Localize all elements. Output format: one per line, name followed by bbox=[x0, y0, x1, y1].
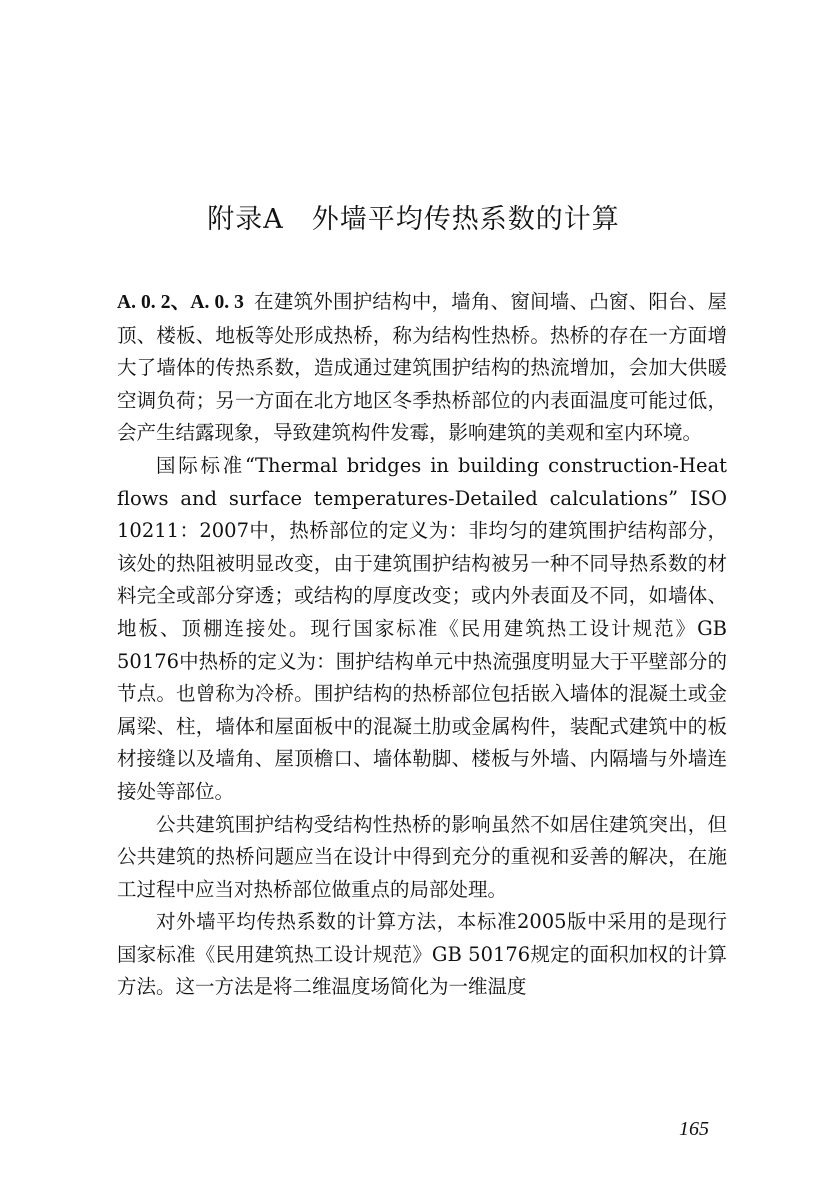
section-reference: A. 0. 2、A. 0. 3 bbox=[117, 292, 244, 313]
paragraph-1-text: 在建筑外围护结构中，墙角、窗间墙、凸窗、阳台、屋顶、楼板、地板等处形成热桥，称为结构性热桥。热桥的存在一方面增大了墙体的传热系数，造成通过建筑围护结构的热流增加，会加大供暖空调负荷；另一方面在北方地区冬季热桥部位的内表面温度可能过低，会产生结露现象，导致建筑构件发霉，影响建筑的美观和室内环境。 bbox=[117, 290, 727, 445]
appendix-title: 附录A 外墙平均传热系数的计算 bbox=[207, 204, 620, 235]
paragraph-4: 对外墙平均传热系数的计算方法，本标准2005版中采用的是现行国家标准《民用建筑热工设计规范》GB 50176规定的面积加权的计算方法。这一方法是将二维温度场简化为一维温度 bbox=[117, 910, 727, 999]
paragraph-2: 国际标准“Thermal bridges in building construction-Heat flows and surface temperatures-Detailed calculations” ISO 10211：2007中，热桥部位的定义为：非均匀的建筑围护结构部分，该处的热阻被明显改变，由于建筑围护结构被另一种不同导热系数的材料完全或部分穿透；或结构的厚度改变；或内外表面及不同，如墙体、地板、顶棚连接处。现行国家标准《民用建筑热工设计规范》GB 50176中热桥的定义为：围护结构单元中热流强度明显大于平壁部分的节点。也曾称为冷桥。围护结构的热桥部位包括嵌入墙体的混凝土或金属梁、柱，墙体和屋面板中的混凝土肋或金属构件，装配式建筑中的板材接缝以及墙角、屋顶檐口、墙体勒脚、楼板与外墙、内隔墙与外墙连接处等部位。 bbox=[117, 453, 727, 803]
paragraph-1 bbox=[117, 286, 727, 450]
page-number: 165 bbox=[679, 1118, 709, 1140]
body-text bbox=[117, 286, 727, 1004]
paragraph-3: 公共建筑围护结构受结构性热桥的影响虽然不如居住建筑突出，但公共建筑的热桥问题应当在设计中得到充分的重视和妥善的解决，在施工过程中应当对热桥部位做重点的局部处理。 bbox=[117, 812, 727, 901]
